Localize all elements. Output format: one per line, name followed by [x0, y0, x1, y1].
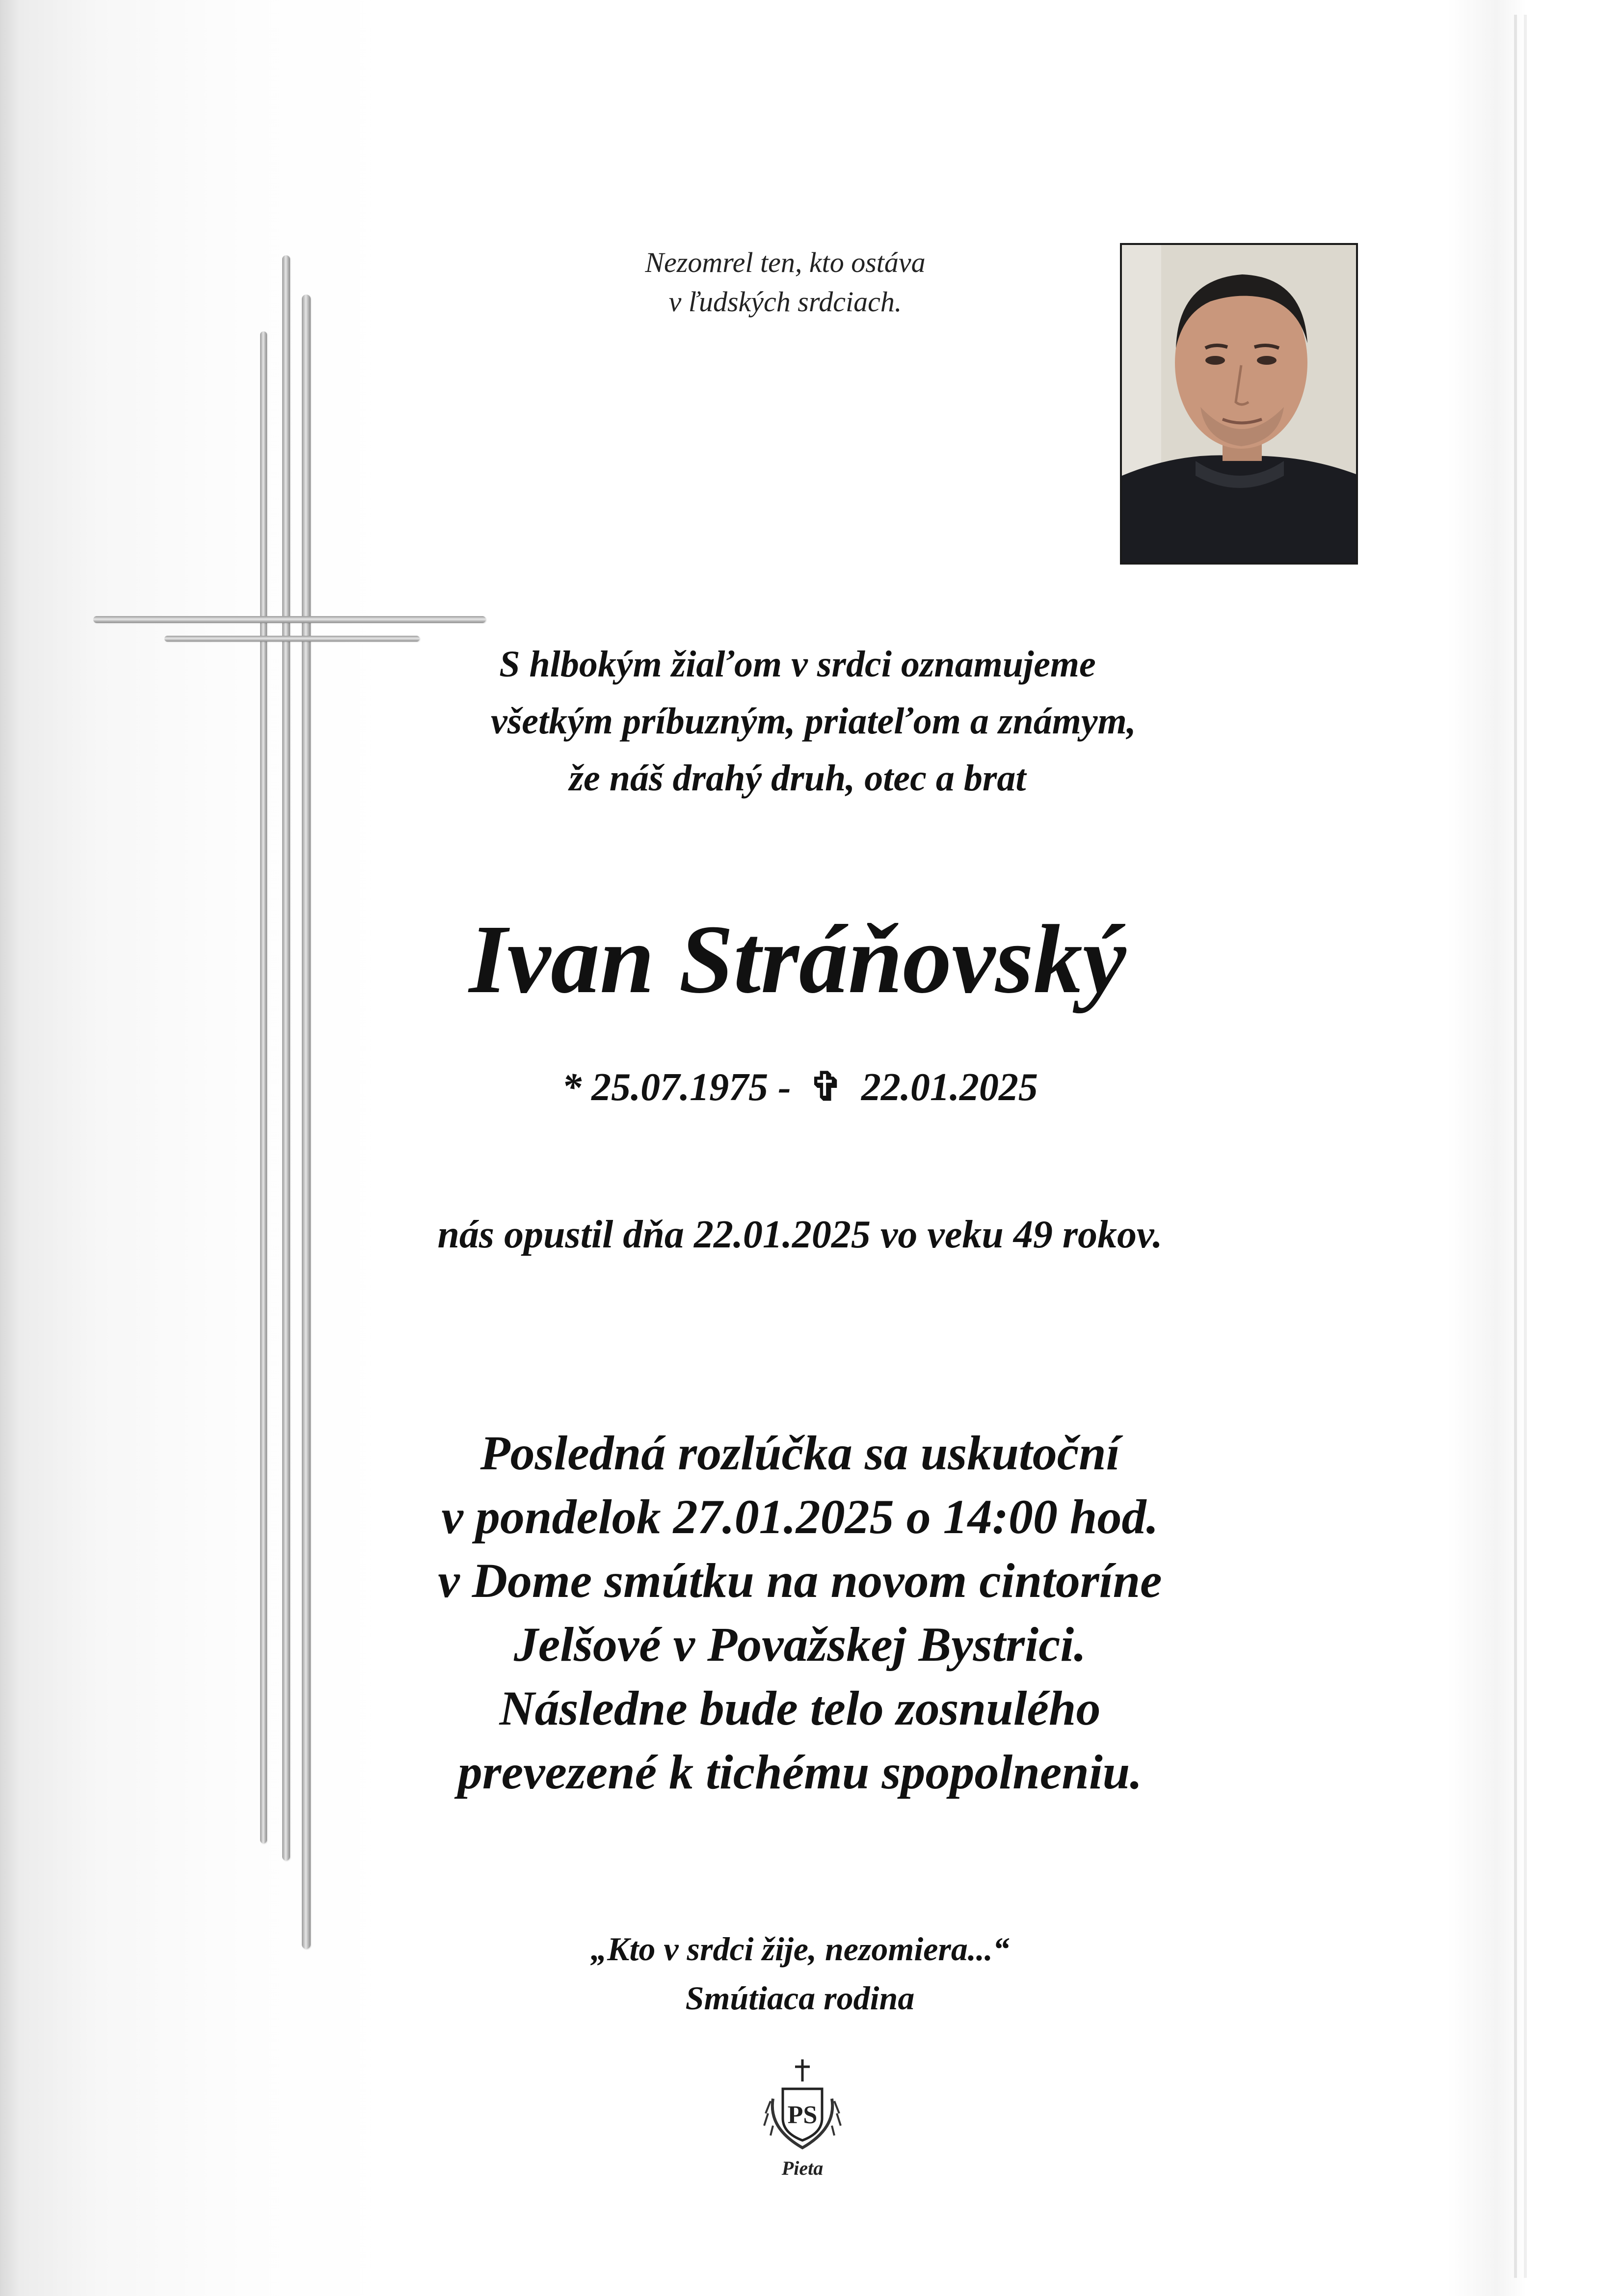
- announcement-intro: [491, 636, 1136, 807]
- page-edge-line: [1514, 15, 1517, 2278]
- life-dates: [491, 1060, 1109, 1114]
- motto-line: Nezomrel ten, kto ostáva: [645, 246, 926, 278]
- portrait-photo: [1120, 243, 1358, 565]
- portrait-figure-icon: [1122, 245, 1358, 565]
- pieta-logo-icon: [753, 2054, 851, 2182]
- funeral-line: Jelšové v Považskej Bystrici.: [513, 1617, 1087, 1672]
- death-cross-icon: ✞: [809, 1066, 843, 1109]
- quote-line: „Kto v srdci žije, nezomiera...“: [590, 1930, 1010, 1968]
- intro-line: S hlbokým žiaľom v srdci oznamujeme: [499, 644, 1096, 685]
- motto-line: v ľudských srdciach.: [668, 286, 902, 318]
- funeral-line: prevezené k tichému spopolneniu.: [457, 1745, 1143, 1799]
- deceased-name: Ivan Stráňovský: [469, 905, 1126, 1014]
- intro-line: že náš drahý druh, otec a brat: [569, 757, 1026, 799]
- funeral-line: Posledná rozlúčka sa uskutoční: [480, 1426, 1120, 1480]
- passed-away-text: nás opustil dňa 22.01.2025 vo veku 49 rokov.: [437, 1213, 1163, 1256]
- death-date: 22.01.2025: [861, 1066, 1038, 1109]
- closing-quote: [515, 1924, 1085, 2023]
- funeral-info: [344, 1421, 1256, 1804]
- intro-line: všetkým príbuzným, priateľom a známym,: [491, 701, 1136, 742]
- funeral-line: Následne bude telo zosnulého: [499, 1681, 1101, 1735]
- birth-date: * 25.07.1975 -: [562, 1066, 791, 1109]
- logo-caption: Pieta: [781, 2157, 824, 2179]
- funeral-line: v pondelok 27.01.2025 o 14:00 hod.: [441, 1489, 1159, 1544]
- logo-monogram: PS: [787, 2101, 818, 2129]
- funeral-line: v Dome smútku na novom cintoríne: [438, 1553, 1162, 1608]
- page-edge-line: [1524, 15, 1527, 2278]
- family-signature: Smútiaca rodina: [685, 1979, 915, 2017]
- motto: [564, 243, 1006, 322]
